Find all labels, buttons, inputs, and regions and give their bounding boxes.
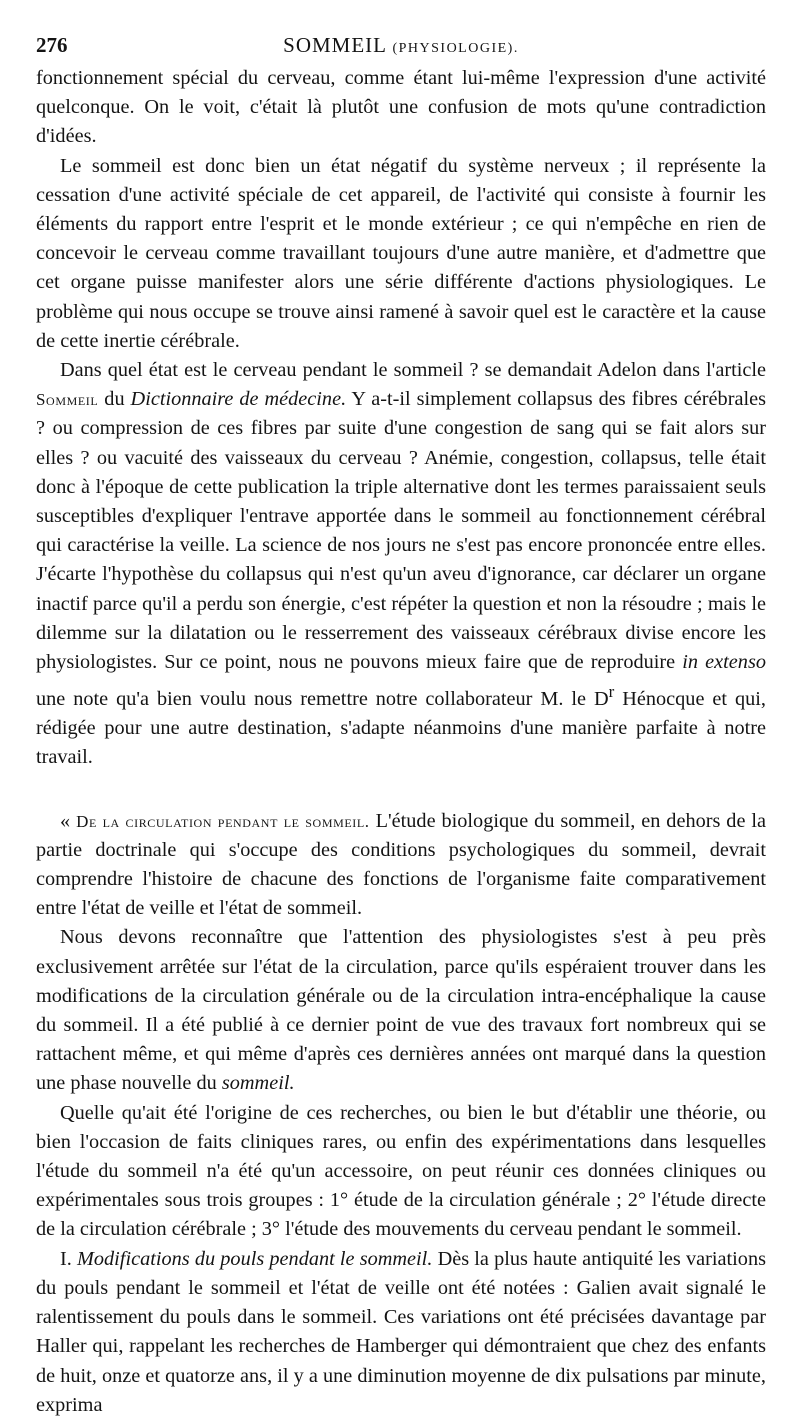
paragraph-circulation-heading: [36, 807, 766, 924]
p4-text: L'étude biologique du sommeil, en dehors de la partie doctrinale qui s'occupe des conditions psychologiques du sommeil, devrait comprendre l'histoire de chacune des fonctions de l'organisme faite comparativement entre l'état de veille et l'état de sommeil.: [36, 809, 767, 920]
p3-text-a: Dans quel état est le cerveau pendant le sommeil ? se demandait Adelon dans l'article: [60, 359, 766, 382]
paragraph-negative-state: Le sommeil est donc bien un état négatif du système nerveux ; il représente la cessation d'une activité spéciale de cet appareil, de l'activité qui consiste à fournir les éléments du rapport entre l'esprit et le monde extérieur ; ce qui n'empêche en rien de concevoir le cerveau comme travaillant toujours d'une autre manière, et d'admettre que cet organe puisse manifester alors une série différente d'actions physiologiques. Le problème qui nous occupe se trouve ainsi ramené à savoir quel est le caractère et la cause de cette inertie cérébrale.: [36, 154, 766, 352]
section-heading-circulation: De la circulation pendant le sommeil.: [76, 811, 370, 831]
p3-dictionary-title: Dictionnaire de médecine.: [130, 388, 347, 411]
p3-text-e: Hénocque et qui, rédigée pour une autre destination, s'adapte néanmoins d'une manière parfaite à notre travail.: [36, 688, 766, 769]
paragraph-three-groups: Quelle qu'ait été l'origine de ces recherches, ou bien le but d'établir une théorie, ou bien l'occasion de faits cliniques rares, ou enfin des expérimentations dans lesquelles l'étude du sommeil n'a été qu'un accessoire, on peut réunir ces données cliniques ou expérimentales sous trois groupes : 1° étude de la circulation générale ; 2° l'étude directe de la circulation cérébrale ; 3° l'étude des mouvements du cerveau pendant le sommeil.: [36, 1101, 766, 1241]
p3-text-c: Y a-t-il simplement collapsus des fibres cérébrales ? ou compression de ces fibres par suite d'une congestion de sang qui se fait alors sur elles ? ou vacuité des vaisseaux du cerveau ? Anémie, congestion, collapsus, telle était donc à l'époque de cette publication la triple alternative dont les termes paraissaient seuls susceptibles d'expliquer l'entrave apportée dans le sommeil au fonctionnement cérébral qui caractérise la veille. La science de nos jours ne s'est pas encore prononcée entre elles. J'écarte l'hypothèse du collapsus qui n'est qu'un aveu d'ignorance, car déclarer un organe inactif parce qu'il a perdu son énergie, c'est répéter la question et non la résoudre ; mais le dilemme sur la dilatation ou le resserrement des vaisseaux cérébraux divise encore les physiologistes. Sur ce point, nous ne pouvons mieux faire que de reproduire: [36, 388, 766, 674]
paragraph-brain-state: [36, 356, 766, 773]
title-main: SOMMEIL: [283, 33, 387, 57]
title-subtitle: (PHYSIOLOGIE).: [392, 41, 519, 56]
p3-superscript: r: [608, 682, 615, 702]
p5-text: Nous devons reconnaître que l'attention des physiologistes s'est à peu près exclusivement arrêtée sur l'état de la circulation, parce qu'ils espéraient trouver dans les modifications de la circulation générale ou de la circulation intra-encéphalique la cause du sommeil. Il a été publié à ce dernier point de vue des travaux fort nombreux qui se rattachent même, et qui même d'après ces dernières années ont marqué dans la question une phase nouvelle du: [36, 926, 766, 1095]
p5-italic: sommeil.: [221, 1072, 295, 1095]
paragraph-pulse-modifications: [36, 1245, 766, 1420]
p7-text: Dès la plus haute antiquité les variations du pouls pendant le sommeil et l'état de veille ont été notées : Galien avait signalé le ralentissement du pouls dans le sommeil. Ces variations ont été précisées davantage par Haller qui, rappelant les recherches de Hamberger qui démontraient que chez des enfants de huit, onze et quatorze ans, il y a une diminution moyenne de dix pulsations par minute, exprima: [36, 1247, 766, 1416]
running-title: [36, 30, 766, 64]
book-page: [36, 30, 766, 1420]
p7-heading: Modifications du pouls pendant le sommeil.: [77, 1247, 433, 1270]
p3-text-d: une note qu'a bien voulu nous remettre notre collaborateur M. le D: [36, 688, 609, 711]
p3-text-b: du: [104, 388, 125, 411]
p3-article-name: Sommeil: [36, 390, 99, 410]
page-number: 276: [36, 33, 68, 57]
paragraph-continued: fonctionnement spécial du cerveau, comme étant lui-même l'expression d'une activité quelconque. On le voit, c'était là plutôt une confusion de mots qu'une contradiction d'idées.: [36, 67, 766, 148]
p3-in-extenso: in extenso: [682, 651, 766, 674]
paragraph-physiologists: [36, 923, 766, 1098]
running-header: [36, 30, 766, 60]
p4-open-quote: «: [60, 809, 71, 832]
p7-number: I.: [60, 1247, 72, 1270]
section-gap: [36, 773, 766, 807]
